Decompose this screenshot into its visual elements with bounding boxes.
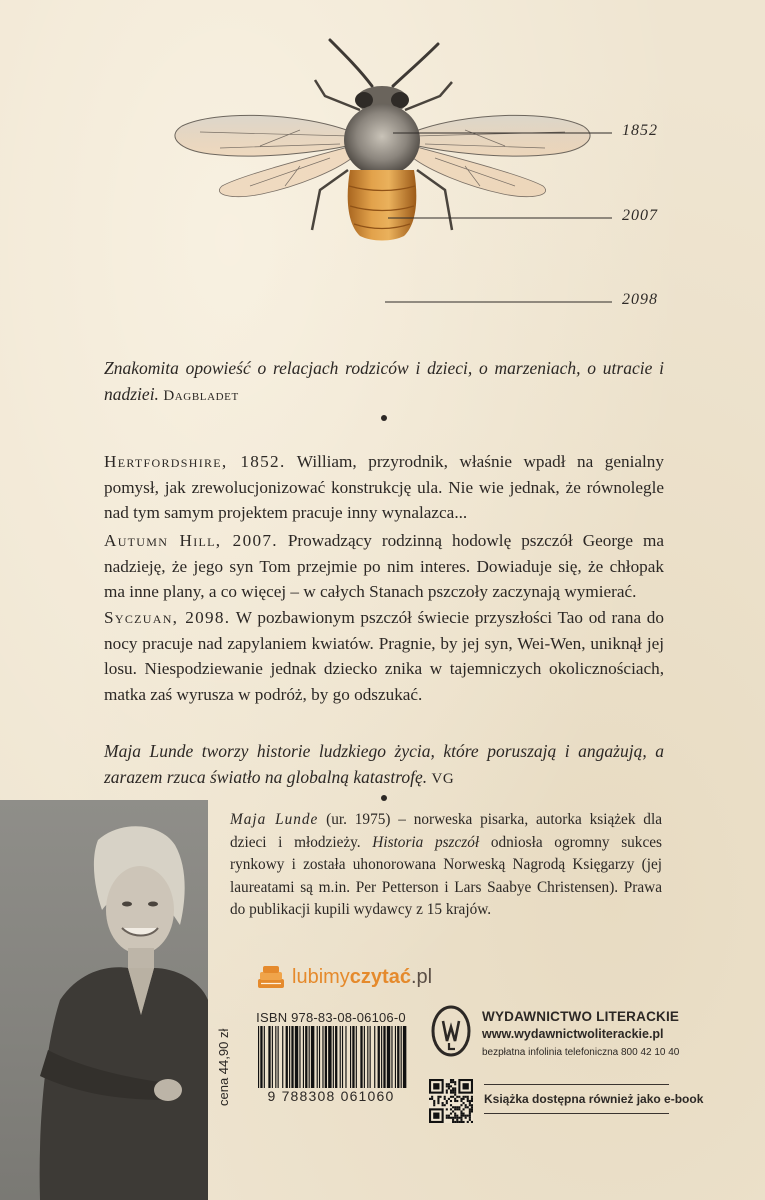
left-wing: [175, 115, 352, 196]
quote-text: Maja Lunde tworzy historie ludzkiego życia, które poruszają i angażują, a zarazem rzuca światło na globalną katastrofę.: [104, 741, 664, 787]
lubimyczytac-text: lubimyczytać.pl: [292, 965, 433, 988]
publisher-logo: [428, 1005, 474, 1061]
review-quote-top: [104, 355, 664, 409]
author-photo: [0, 800, 208, 1200]
bio-text-1: (ur. 1975) – norweska pisarka, autorka książek dla dzieci i młodzieży.: [230, 811, 662, 851]
story-text: Prowadzący rodzinną hodowlę pszczół George ma nadzieję, że jego syn Tom przejmie po nim interes. Dowiaduje się, że chłopak ma inne plany, a co więcej – w całych Stanach pszczoły zaczynają wymierać.: [104, 531, 665, 601]
story-place: Syczuan, 2098.: [104, 608, 231, 627]
year-2098: 2098: [622, 291, 658, 308]
barcode-bars: [252, 1026, 410, 1090]
publisher-url[interactable]: www.wydawnictwoliterackie.pl: [482, 1027, 664, 1041]
author-bio: [230, 809, 662, 922]
ebook-note: Książka dostępna również jako e-book: [484, 1092, 704, 1106]
lubimyczytac-logo: [256, 962, 432, 992]
story-text: William, przyrodnik, właśnie wpadł na genialny pomysł, jak zrewolucjonizować konstrukcję ula. Nie wie jednak, że równolegle nad tym samym projektem pracuje inny wynalazca...: [104, 452, 664, 522]
price: cena 44,90 zł: [216, 1028, 231, 1106]
bio-text-2: odniosła ogromny sukces rynkowy i została uhonorowana Norweską Nagrodą Księgarzy (jej laureatami są m.in. Per Petterson i Lars Saabye Christensen). Prawa do publikacji kupili wydawcy z 15 krajów.: [230, 833, 662, 918]
book-title: Historia pszczół: [372, 833, 480, 851]
isbn-number: ISBN 978-83-08-06106-0: [256, 1010, 406, 1025]
publisher-phone: bezpłatna infolinia telefoniczna 800 42 10 40: [482, 1047, 680, 1058]
story-2098: [104, 605, 664, 707]
bee-illustration: [0, 0, 765, 330]
story-2007: [104, 528, 664, 605]
author-name: Maja Lunde: [230, 811, 319, 828]
story-place: Hertfordshire, 1852.: [104, 452, 286, 471]
year-2007: 2007: [622, 207, 658, 224]
isbn-barcode: [252, 1010, 410, 1106]
publisher-name: WYDAWNICTWO LITERACKIE: [482, 1009, 680, 1024]
story-place: Autumn Hill, 2007.: [104, 531, 278, 550]
ebook-divider-top: [484, 1084, 669, 1085]
story-text: W pozbawionym pszczół świecie przyszłości Tao od rana do nocy pracuje nad zapylaniem kwiatów. Pragnie, by jej syn, Wei-Wen, uniknął jej losu. Niespodziewanie jednak dziecko znika w tajemniczych okolicznościach, matka zaś wyrusza w podróż, by go odszukać.: [104, 608, 664, 704]
right-wing: [413, 115, 590, 196]
quote-source: VG: [431, 771, 455, 787]
story-1852: [104, 449, 664, 526]
barcode-digits: 9 788308 061060: [267, 1088, 395, 1104]
books-icon: [256, 964, 286, 990]
year-1852: 1852: [622, 122, 658, 139]
section-bullet: [381, 795, 387, 801]
quote-text: Znakomita opowieść o relacjach rodziców i dzieci, o marzeniach, o utracie i nadziei.: [104, 358, 664, 404]
section-bullet: [381, 415, 387, 421]
ebook-divider-bottom: [484, 1113, 669, 1114]
review-quote-bottom: [104, 738, 664, 792]
quote-source: Dagbladet: [163, 388, 239, 404]
qr-code: [429, 1079, 473, 1123]
